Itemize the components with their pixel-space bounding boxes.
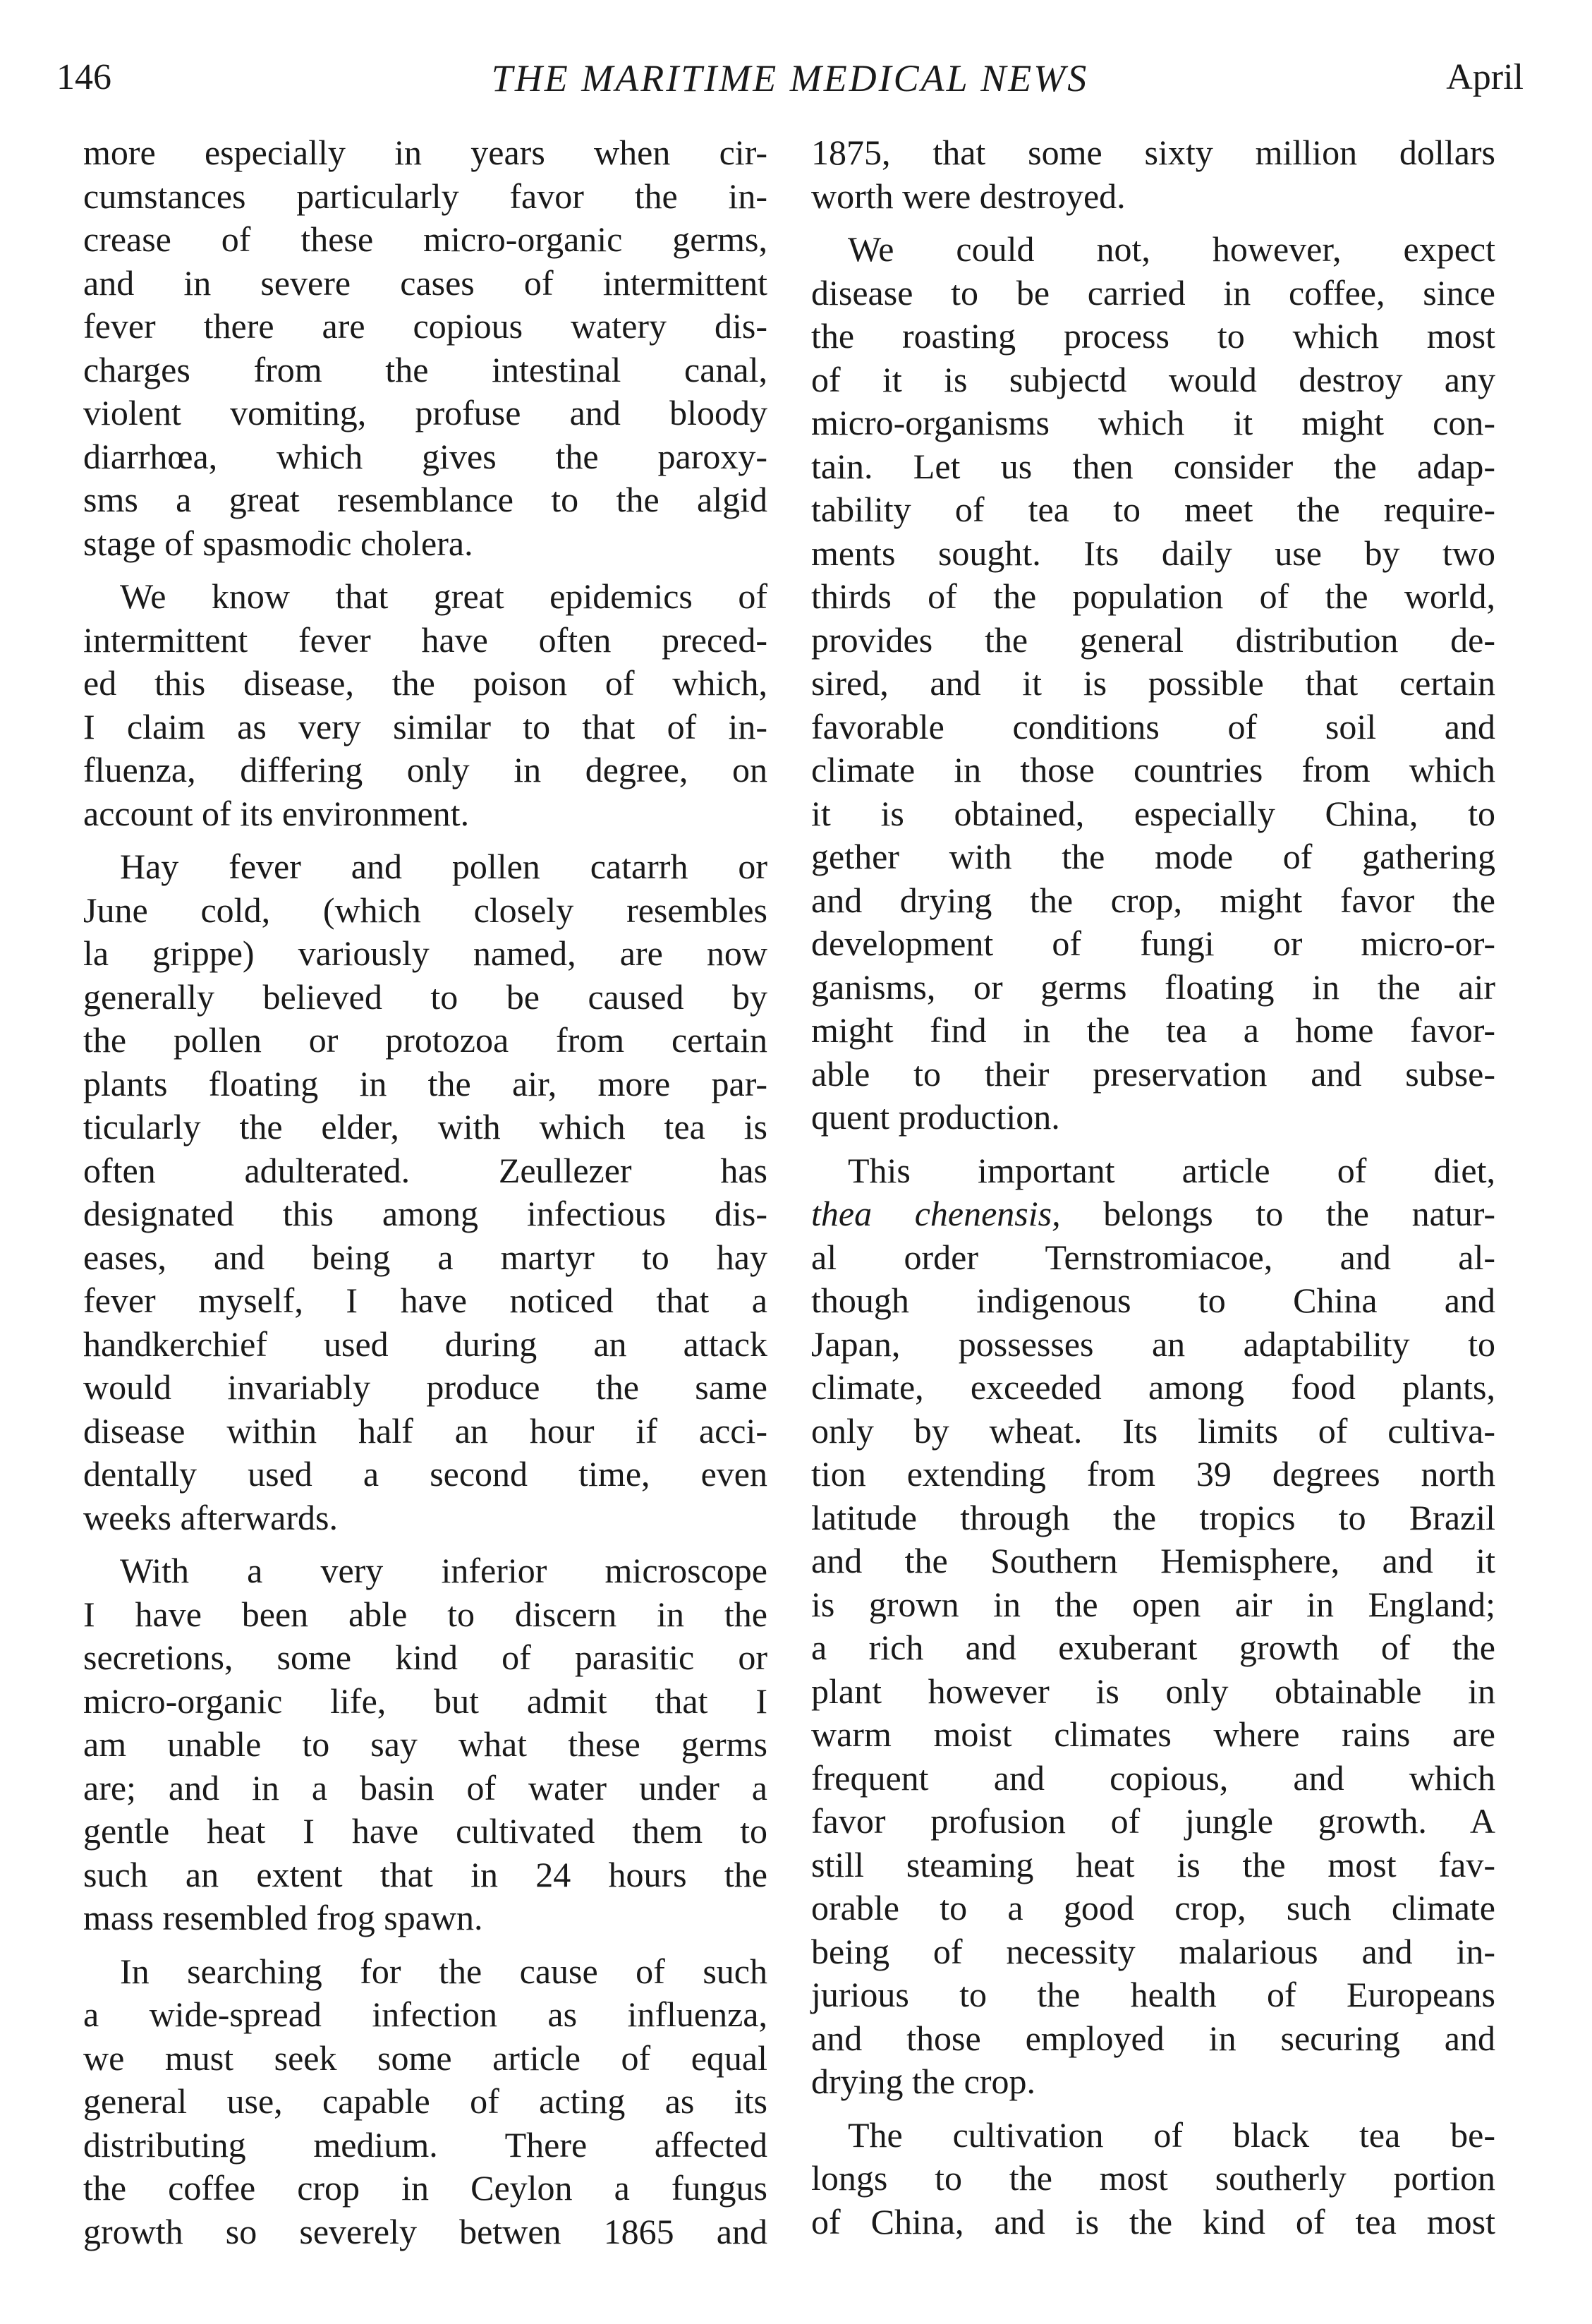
text-line: cumstances particularly favor the in- (83, 176, 767, 216)
text-line: it is obtained, especially China, to (811, 793, 1495, 833)
paragraph (83, 1950, 767, 2254)
text-line: latitude through the tropics to Brazil (811, 1497, 1495, 1537)
page-number: 146 (56, 57, 111, 97)
text-line: longs to the most southerly portion (811, 2158, 1495, 2198)
text-line: is grown in the open air in England; (811, 1584, 1495, 1624)
text-line: diarrhœa, which gives the paroxy- (83, 436, 767, 476)
text-line: This important article of diet, (848, 1150, 1495, 1190)
text-line: plant however is only obtainable in (811, 1671, 1495, 1711)
paragraph (83, 575, 767, 835)
text-line: would invariably produce the same (83, 1367, 767, 1407)
text-line: worth were destroyed. (811, 176, 1126, 216)
text-line: We know that great epidemics of (120, 576, 767, 616)
text-line: frequent and copious, and which (811, 1757, 1495, 1798)
text-line: being of necessity malarious and in- (811, 1931, 1495, 1971)
text-line: micro-organisms which it might con- (811, 403, 1495, 442)
text-line: we must seek some article of equal (83, 2038, 767, 2078)
text-line: al order Ternstromiacoe, and al- (811, 1237, 1495, 1277)
text-line: handkerchief used during an attack (83, 1324, 767, 1364)
right-column (811, 131, 1495, 2244)
text-line: plants floating in the air, more par- (83, 1063, 767, 1103)
text-line: 1875, that some sixty million dollars (811, 133, 1495, 172)
issue-month: April (1446, 57, 1524, 97)
text-line: might find in the tea a home favor- (811, 1010, 1495, 1050)
text-line: warm moist climates where rains are (811, 1714, 1495, 1754)
text-line: micro-organic life, but admit that I (83, 1681, 767, 1721)
text-line: June cold, (which closely resembles (83, 890, 767, 930)
text-line: tain. Let us then consider the adap- (811, 446, 1495, 486)
text-line: provides the general distribution de- (811, 619, 1495, 660)
text-line: and in severe cases of intermittent (83, 262, 767, 303)
text-line: distributing medium. There affected (83, 2124, 767, 2165)
text-line: violent vomiting, profuse and bloody (83, 393, 767, 432)
text-line: mass resembled frog spawn. (83, 1898, 483, 1937)
text-line: Hay fever and pollen catarrh or (120, 847, 767, 886)
text-line: gether with the mode of gathering (811, 837, 1495, 876)
text-line: tion extending from 39 degrees north (811, 1454, 1495, 1494)
text-line: In searching for the cause of such (120, 1951, 767, 1991)
text-line: account of its environment. (83, 793, 470, 833)
text-line: secretions, some kind of parasitic or (83, 1638, 767, 1677)
paragraph (811, 228, 1495, 1139)
text-line: ticularly the elder, with which tea is (83, 1107, 767, 1146)
text-line: only by wheat. Its limits of cultiva- (811, 1410, 1495, 1451)
text-line: gentle heat I have cultivated them to (83, 1811, 767, 1851)
text-line: are; and in a basin of water under a (83, 1767, 767, 1808)
text-line: The cultivation of black tea be- (848, 2114, 1495, 2155)
text-line: of it is subjectd would destroy any (811, 359, 1495, 399)
text-line: We could not, however, expect (848, 229, 1495, 269)
text-line: thirds of the population of the world, (811, 576, 1495, 616)
text-line: still steaming heat is the most fav- (811, 1844, 1495, 1884)
text-line: I claim as very similar to that of in- (83, 706, 767, 746)
text-line: charges from the intestinal canal, (83, 349, 767, 389)
text-line: a rich and exuberant growth of the (811, 1628, 1495, 1667)
text-line: With a very inferior microscope (120, 1551, 767, 1590)
text-line: I have been able to discern in the (83, 1594, 767, 1634)
paragraph (83, 845, 767, 1539)
paragraph (83, 131, 767, 565)
text-line: disease within half an hour if acci- (83, 1410, 767, 1451)
text-line: the pollen or protozoa from certain (83, 1020, 767, 1060)
text-line: tability of tea to meet the require- (811, 490, 1495, 529)
text-line: crease of these micro-organic germs, (83, 219, 767, 259)
text-line: fever there are copious watery dis- (83, 306, 767, 346)
text-line: the coffee crop in Ceylon a fungus (83, 2168, 767, 2208)
text-line: of China, and is the kind of tea most (811, 2201, 1495, 2241)
text-line: ganisms, or germs floating in the air (811, 967, 1495, 1007)
text-line: and drying the crop, might favor the (811, 880, 1495, 920)
text-line: a wide-spread infection as influenza, (83, 1995, 767, 2034)
text-line: drying the crop. (811, 2062, 1035, 2101)
text-line: and those employed in securing and (811, 2018, 1495, 2058)
text-line: though indigenous to China and (811, 1281, 1495, 1320)
running-header (56, 56, 1524, 113)
text-line: eases, and being a martyr to hay (83, 1237, 767, 1277)
text-line: la grippe) variously named, are now (83, 933, 767, 973)
species-name: thea chenensis, (811, 1194, 1061, 1233)
text-line: generally believed to be caused by (83, 976, 767, 1017)
paragraph (811, 1149, 1495, 2104)
text-line: climate in those countries from which (811, 750, 1495, 789)
text-line: disease to be carried in coffee, since (811, 272, 1495, 313)
text-line: sms a great resemblance to the algid (83, 480, 767, 519)
text-line: jurious to the health of Europeans (811, 1975, 1495, 2014)
text-line: designated this among infectious dis- (83, 1194, 767, 1233)
text-line: the roasting process to which most (811, 316, 1495, 356)
text-line: growth so severely betwen 1865 and (83, 2211, 767, 2251)
text-line: favor profusion of jungle growth. A (811, 1801, 1495, 1841)
text-line: ments sought. Its daily use by two (811, 533, 1495, 573)
text-line: ed this disease, the poison of which, (83, 663, 767, 703)
text-line: favorable conditions of soil and (811, 706, 1495, 746)
text-line: and the Southern Hemisphere, and it (811, 1541, 1495, 1580)
text-line: dentally used a second time, even (83, 1454, 767, 1494)
text-line (811, 1192, 1495, 1236)
paragraph (83, 1549, 767, 1940)
text-line: able to their preservation and subse- (811, 1053, 1495, 1094)
text-line: such an extent that in 24 hours the (83, 1854, 767, 1894)
text-line: more especially in years when cir- (83, 133, 767, 172)
text-line: climate, exceeded among food plants, (811, 1367, 1495, 1407)
journal-title: THE MARITIME MEDICAL NEWS (491, 57, 1089, 99)
text-fragment: belongs to the natur- (1060, 1194, 1495, 1233)
text-line: fluenza, differing only in degree, on (83, 750, 767, 789)
text-line: weeks afterwards. (83, 1497, 338, 1537)
text-line: fever myself, I have noticed that a (83, 1281, 767, 1320)
text-line: orable to a good crop, such climate (811, 1888, 1495, 1927)
paragraph (811, 131, 1495, 218)
text-line: stage of spasmodic cholera. (83, 523, 473, 563)
paragraph (811, 2114, 1495, 2244)
text-line: Japan, possesses an adaptability to (811, 1324, 1495, 1364)
text-line: am unable to say what these germs (83, 1724, 767, 1764)
left-column (83, 131, 767, 2253)
text-line: intermittent fever have often preced- (83, 619, 767, 660)
text-line: general use, capable of acting as its (83, 2081, 767, 2121)
text-line: development of fungi or micro-or- (811, 924, 1495, 963)
text-line: quent production. (811, 1097, 1060, 1137)
text-line: often adulterated. Zeullezer has (83, 1150, 767, 1190)
text-line: sired, and it is possible that certain (811, 663, 1495, 703)
